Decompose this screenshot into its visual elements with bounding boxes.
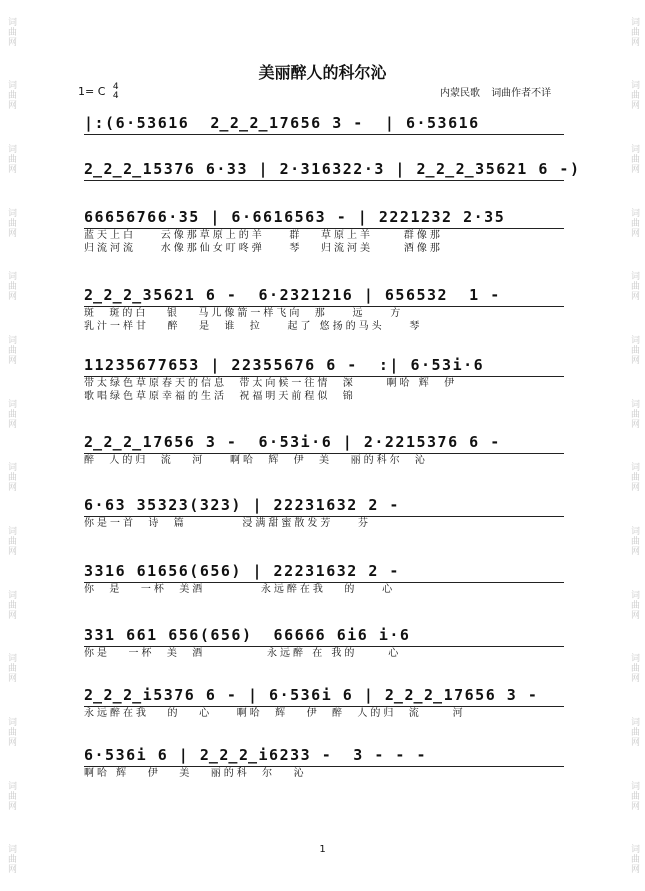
watermark-text: 词曲网 xyxy=(6,144,16,175)
page-number: 1 xyxy=(319,844,326,855)
watermark-text: 词曲网 xyxy=(6,335,16,366)
score-line xyxy=(84,284,564,333)
notation-row: 6·63 35323(323) | 22231632 2 - xyxy=(84,494,564,517)
watermark-text: 词曲网 xyxy=(6,462,16,493)
notation-row: 3316 61656(656) | 22231632 2 - xyxy=(84,560,564,583)
watermark-text: 词曲网 xyxy=(629,780,639,811)
watermark-text: 词曲网 xyxy=(629,80,639,111)
watermark-text: 词曲网 xyxy=(629,16,639,47)
score-line xyxy=(84,624,564,660)
score-line xyxy=(84,744,564,780)
notation-row: 11235677653 | 22355676 6 - :| 6·53i·6 xyxy=(84,354,564,377)
watermark-text: 词曲网 xyxy=(6,16,16,47)
watermark-text: 词曲网 xyxy=(6,398,16,429)
time-signature-bottom: 4 xyxy=(112,91,119,101)
time-signature xyxy=(113,83,119,101)
score-line xyxy=(84,112,564,135)
right-watermark-strip xyxy=(623,0,645,891)
song-title: 美丽醉人的科尔沁 xyxy=(258,63,387,82)
watermark-text: 词曲网 xyxy=(629,271,639,302)
time-signature-top: 4 xyxy=(112,82,119,92)
lyric-row: 你是 一杯 美 酒 永远醉 在 我的 心 xyxy=(84,648,402,659)
notation-row: 331 661 656(656) 66666 6i6 i·6 xyxy=(84,624,564,647)
watermark-text: 词曲网 xyxy=(6,844,16,875)
watermark-text: 词曲网 xyxy=(6,80,16,111)
watermark-text: 词曲网 xyxy=(629,207,639,238)
score-line xyxy=(84,354,564,403)
watermark-text: 词曲网 xyxy=(629,335,639,366)
lyric-row: 蓝天上白 云像那草原上的羊 群 草原上羊 群像那 xyxy=(84,230,443,241)
score-line xyxy=(84,158,581,181)
lyric-row: 歌唱绿色草原幸福的生活 祝福明天前程似 锦 xyxy=(84,391,356,402)
score-line xyxy=(84,560,564,596)
notation-row: 2̲2̲2̲17656 3 - 6·53i·6 | 2·2215376 6 - xyxy=(84,431,564,454)
watermark-text: 词曲网 xyxy=(629,398,639,429)
left-watermark-strip xyxy=(0,0,22,891)
watermark-text: 词曲网 xyxy=(6,589,16,620)
notation-row: |:(6·53616 2̲2̲2̲17656 3 - | 6·53616 xyxy=(84,112,564,135)
notation-row: 6·536i 6 | 2̲2̲2̲i6233 - 3 - - - xyxy=(84,744,564,767)
watermark-text: 词曲网 xyxy=(629,144,639,175)
lyric-row: 你是一首 诗 篇 浸满甜蜜散发芳 芬 xyxy=(84,518,372,529)
watermark-text: 词曲网 xyxy=(629,589,639,620)
watermark-text: 词曲网 xyxy=(6,716,16,747)
score-line xyxy=(84,494,564,530)
lyric-row: 斑 斑的白 银 马儿像箭一样飞向 那 远 方 xyxy=(84,308,404,319)
watermark-text: 词曲网 xyxy=(629,716,639,747)
lyric-row: 带太绿色草原春天的信息 带太向候一往情 深 啊哈 辉 伊 xyxy=(84,378,458,389)
key-signature xyxy=(78,83,119,101)
song-author: 词曲作者不详 xyxy=(491,88,552,99)
score-line xyxy=(84,206,564,255)
watermark-text: 词曲网 xyxy=(629,525,639,556)
watermark-text: 词曲网 xyxy=(6,525,16,556)
credit-line xyxy=(440,84,551,99)
lyric-row: 永远醉在我 的 心 啊哈 辉 伊 醉 人的归 流 河 xyxy=(84,708,466,719)
notation-row: 2̲2̲2̲i5376 6 - | 6·536i 6 | 2̲2̲2̲17656 3 - xyxy=(84,684,564,707)
key-label: 1= C xyxy=(78,85,106,98)
watermark-text: 词曲网 xyxy=(629,462,639,493)
lyric-row: 醉 人的归 流 河 啊哈 辉 伊 美 丽的科尔 沁 xyxy=(84,455,428,466)
watermark-text: 词曲网 xyxy=(6,653,16,684)
score-line xyxy=(84,684,564,720)
lyric-row: 乳汁一样甘 醉 是 谁 拉 起了 悠扬的马头 琴 xyxy=(84,321,423,332)
watermark-text: 词曲网 xyxy=(629,844,639,875)
lyric-row: 归流河流 水像那仙女叮咚弹 琴 归流河美 酒像那 xyxy=(84,243,443,254)
lyric-row: 你 是 一杯 美酒 永远醉在我 的 心 xyxy=(84,584,396,595)
watermark-text: 词曲网 xyxy=(6,780,16,811)
notation-row: 66656766·35 | 6·6616563 - | 2221232 2·35 xyxy=(84,206,564,229)
watermark-text: 词曲网 xyxy=(6,271,16,302)
score-line xyxy=(84,431,564,467)
watermark-text: 词曲网 xyxy=(6,207,16,238)
lyric-row: 啊哈 辉 伊 美 丽的科 尔 沁 xyxy=(84,768,307,779)
watermark-text: 词曲网 xyxy=(629,653,639,684)
notation-row: 2̲2̲2̲35621 6 - 6·2321216 | 656532 1 - xyxy=(84,284,564,307)
notation-row: 2̲2̲2̲15376 6·33 | 2·316322·3 | 2̲2̲2̲35621 6 -) xyxy=(84,158,564,181)
song-origin: 内蒙民歌 xyxy=(440,88,480,99)
